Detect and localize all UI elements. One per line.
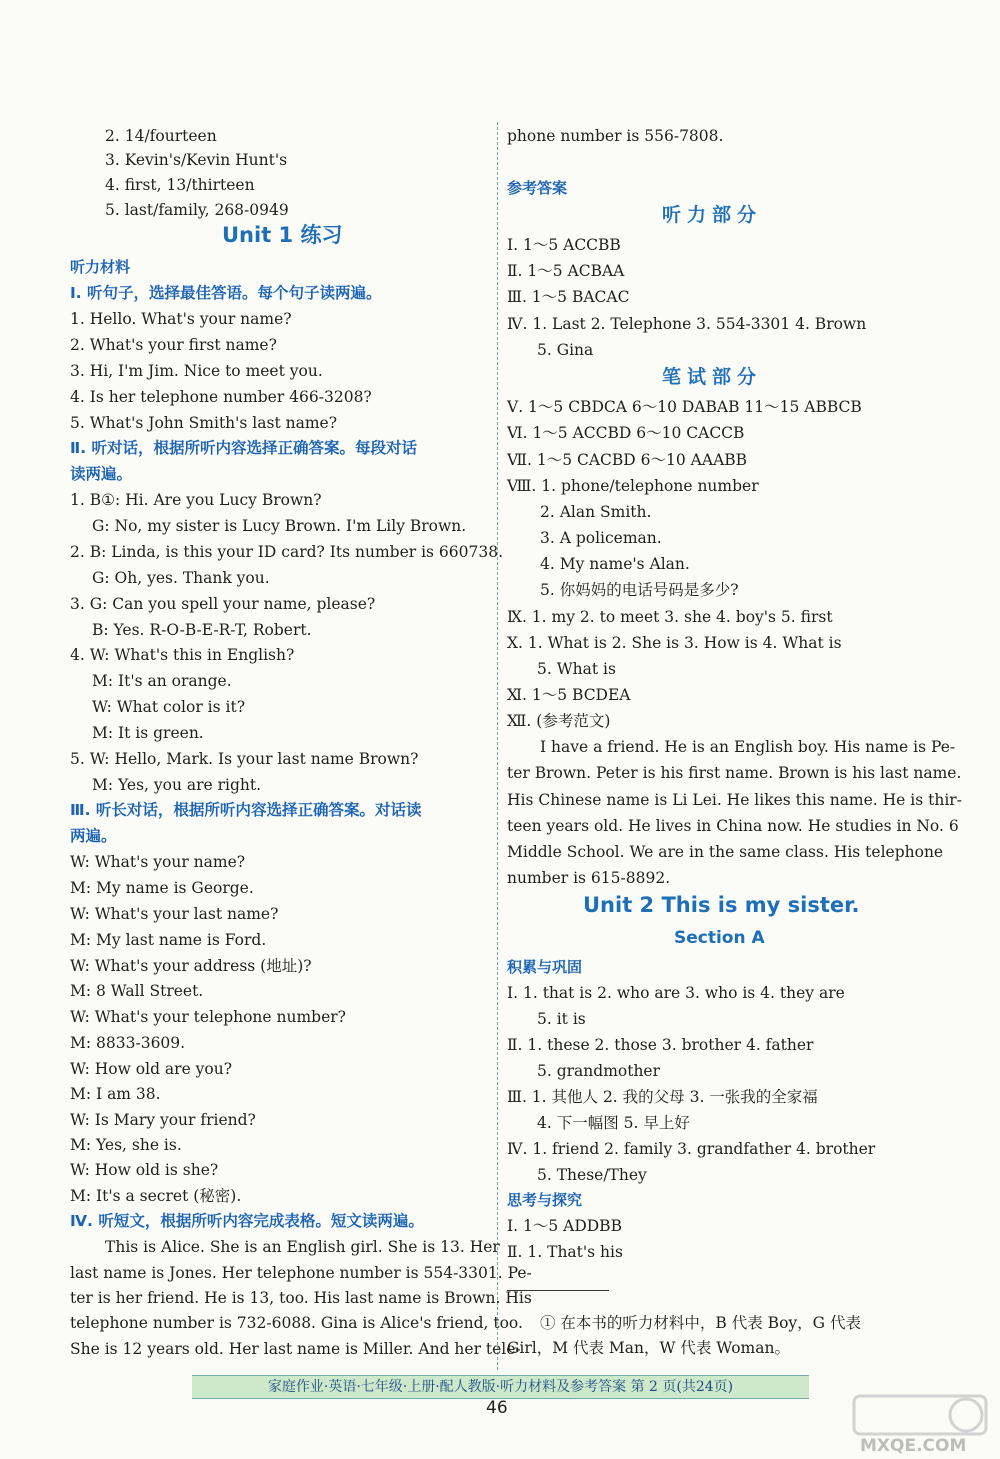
answer-line: Ⅳ. 1. friend 2. family 3. grandfather 4. brother bbox=[507, 1140, 876, 1158]
answer-line: 5. Gina bbox=[537, 341, 594, 359]
section-label: 听力材料 bbox=[70, 258, 131, 276]
answer-line: 4. 下一幅图 5. 早上好 bbox=[537, 1114, 690, 1132]
answer-line: 5. What is bbox=[537, 660, 616, 678]
answer-line: Ⅲ. 1～5 BACAC bbox=[507, 288, 630, 306]
footnote: ① 在本书的听力材料中，B 代表 Boy，G 代表 bbox=[540, 1314, 861, 1332]
footnote-rule bbox=[507, 1290, 609, 1291]
dialog-line: G: No, my sister is Lucy Brown. I'm Lily Brown. bbox=[92, 517, 467, 535]
answer-line: Ⅰ. 1. that is 2. who are 3. who is 4. they are bbox=[507, 984, 845, 1002]
answer-line: Ⅰ. 1～5 ACCBB bbox=[507, 236, 621, 254]
answer-line: Ⅱ. 1. these 2. those 3. brother 4. father bbox=[507, 1036, 814, 1054]
answer-line: Ⅱ. 1. That's his bbox=[507, 1243, 623, 1261]
answer-line: Ⅹ. 1. What is 2. She is 3. How is 4. What is bbox=[507, 634, 842, 652]
essay-line: His Chinese name is Li Lei. He likes this name. He is thir- bbox=[507, 791, 962, 809]
list-item: 1. Hello. What's your name? bbox=[70, 310, 292, 328]
page-number: 46 bbox=[486, 1398, 508, 1418]
passage-line: ter is her friend. He is 13, too. His last name is Brown. His bbox=[70, 1289, 532, 1307]
part-title: 听力部分 bbox=[662, 204, 763, 226]
dialog-line: W: What's your address (地址)? bbox=[70, 957, 312, 975]
intro-line: 2. 14/fourteen bbox=[105, 127, 217, 145]
answer-line: 3. A policeman. bbox=[540, 529, 662, 547]
answer-line: 2. Alan Smith. bbox=[540, 503, 652, 521]
answer-line: Ⅲ. 1. 其他人 2. 我的父母 3. 一张我的全家福 bbox=[507, 1088, 818, 1106]
dialog-line: M: It is green. bbox=[92, 724, 204, 742]
answer-line: 5. 你妈妈的电话号码是多少? bbox=[540, 581, 739, 599]
intro-line: 3. Kevin's/Kevin Hunt's bbox=[105, 151, 288, 169]
dialog-line: W: What's your last name? bbox=[70, 905, 279, 923]
part-heading: 两遍。 bbox=[70, 827, 117, 845]
essay-line: teen years old. He lives in China now. He studies in No. 6 bbox=[507, 817, 959, 835]
section-label: 参考答案 bbox=[507, 179, 568, 197]
answer-line: Ⅱ. 1～5 ACBAA bbox=[507, 262, 625, 280]
part-heading: 读两遍。 bbox=[70, 465, 133, 483]
dialog-line: M: My name is George. bbox=[70, 879, 254, 897]
section-label: 积累与巩固 bbox=[507, 958, 583, 976]
essay-line: I have a friend. He is an English boy. His name is Pe- bbox=[540, 738, 956, 756]
dialog-line: M: Yes, she is. bbox=[70, 1136, 182, 1154]
dialog-line: M: I am 38. bbox=[70, 1085, 161, 1103]
answer-line: Ⅻ. (参考范文) bbox=[507, 712, 611, 730]
section-label: 思考与探究 bbox=[507, 1191, 583, 1209]
footnote: Girl，M 代表 Man，W 代表 Woman。 bbox=[507, 1339, 790, 1357]
answer-line: Ⅴ. 1～5 CBDCA 6～10 DABAB 11～15 ABBCB bbox=[507, 398, 862, 416]
answer-line: Ⅺ. 1～5 BCDEA bbox=[507, 686, 631, 704]
dialog-line: M: My last name is Ford. bbox=[70, 931, 267, 949]
answer-line: 4. My name's Alan. bbox=[540, 555, 690, 573]
part-heading: Ⅳ. 听短文，根据所听内容完成表格。短文读两遍。 bbox=[70, 1212, 424, 1230]
part-heading: Ⅱ. 听对话，根据所听内容选择正确答案。每段对话 bbox=[70, 439, 417, 457]
part-title: 笔试部分 bbox=[662, 366, 763, 388]
passage-line: phone number is 556-7808. bbox=[507, 127, 724, 145]
dialog-line: M: 8 Wall Street. bbox=[70, 982, 204, 1000]
dialog-line: 3. G: Can you spell your name, please? bbox=[70, 595, 376, 613]
dialog-line: M: It's a secret (秘密). bbox=[70, 1187, 242, 1205]
dialog-line: 1. B①: Hi. Are you Lucy Brown? bbox=[70, 491, 322, 509]
dialog-line: M: 8833-3609. bbox=[70, 1034, 186, 1052]
part-heading: Ⅰ. 听句子，选择最佳答语。每个句子读两遍。 bbox=[70, 284, 382, 302]
dialog-line: 4. W: What's this in English? bbox=[70, 646, 295, 664]
answer-line: Ⅳ. 1. Last 2. Telephone 3. 554-3301 4. Brown bbox=[507, 315, 867, 333]
dialog-line: W: What's your telephone number? bbox=[70, 1008, 346, 1026]
passage-line: telephone number is 732-6088. Gina is Alice's friend, too. bbox=[70, 1314, 523, 1332]
dialog-line: W: What's your name? bbox=[70, 853, 246, 871]
answer-line: Ⅶ. 1～5 CACBD 6～10 AAABB bbox=[507, 451, 748, 469]
dialog-line: W: How old are you? bbox=[70, 1060, 233, 1078]
unit-title: Unit 2 This is my sister. bbox=[583, 893, 860, 917]
dialog-line: G: Oh, yes. Thank you. bbox=[92, 569, 270, 587]
answer-line: Ⅸ. 1. my 2. to meet 3. she 4. boy's 5. first bbox=[507, 608, 833, 626]
answer-line: Ⅷ. 1. phone/telephone number bbox=[507, 477, 759, 495]
list-item: 4. Is her telephone number 466-3208? bbox=[70, 388, 372, 406]
essay-line: ter Brown. Peter is his first name. Brown is his last name. bbox=[507, 764, 962, 782]
intro-line: 5. last/family, 268-0949 bbox=[105, 201, 289, 219]
dialog-line: M: It's an orange. bbox=[92, 672, 232, 690]
passage-line: last name is Jones. Her telephone number is 554-3301. Pe- bbox=[70, 1264, 532, 1282]
passage-line: She is 12 years old. Her last name is Miller. And her tele- bbox=[70, 1340, 521, 1358]
answer-line: 5. grandmother bbox=[537, 1062, 661, 1080]
list-item: 5. What's John Smith's last name? bbox=[70, 414, 338, 432]
answer-line: Ⅵ. 1～5 ACCBD 6～10 CACCB bbox=[507, 424, 745, 442]
watermark-text: MXQE.COM bbox=[860, 1436, 967, 1456]
column-divider bbox=[497, 122, 498, 1370]
list-item: 3. Hi, I'm Jim. Nice to meet you. bbox=[70, 362, 323, 380]
dialog-line: 5. W: Hello, Mark. Is your last name Brown? bbox=[70, 750, 419, 768]
dialog-line: M: Yes, you are right. bbox=[92, 776, 262, 794]
section-title: Section A bbox=[674, 928, 765, 948]
dialog-line: W: What color is it? bbox=[92, 698, 246, 716]
passage-line: This is Alice. She is an English girl. She is 13. Her bbox=[105, 1238, 500, 1256]
dialog-line: B: Yes. R-O-B-E-R-T, Robert. bbox=[92, 621, 312, 639]
answer-line: Ⅰ. 1～5 ADDBB bbox=[507, 1217, 622, 1235]
page-footer: 家庭作业·英语·七年级·上册·配人教版·听力材料及参考答案 第 2 页(共24页) bbox=[192, 1375, 809, 1399]
essay-line: Middle School. We are in the same class. His telephone bbox=[507, 843, 944, 861]
part-heading: Ⅲ. 听长对话，根据所听内容选择正确答案。对话读 bbox=[70, 801, 422, 819]
dialog-line: W: How old is she? bbox=[70, 1161, 219, 1179]
list-item: 2. What's your first name? bbox=[70, 336, 277, 354]
answer-line: 5. These/They bbox=[537, 1166, 647, 1184]
essay-line: number is 615-8892. bbox=[507, 869, 671, 887]
dialog-line: W: Is Mary your friend? bbox=[70, 1111, 256, 1129]
unit-title: Unit 1 练习 bbox=[222, 223, 343, 247]
answer-line: 5. it is bbox=[537, 1010, 586, 1028]
intro-line: 4. first, 13/thirteen bbox=[105, 176, 255, 194]
dialog-line: 2. B: Linda, is this your ID card? Its number is 660738. bbox=[70, 543, 504, 561]
